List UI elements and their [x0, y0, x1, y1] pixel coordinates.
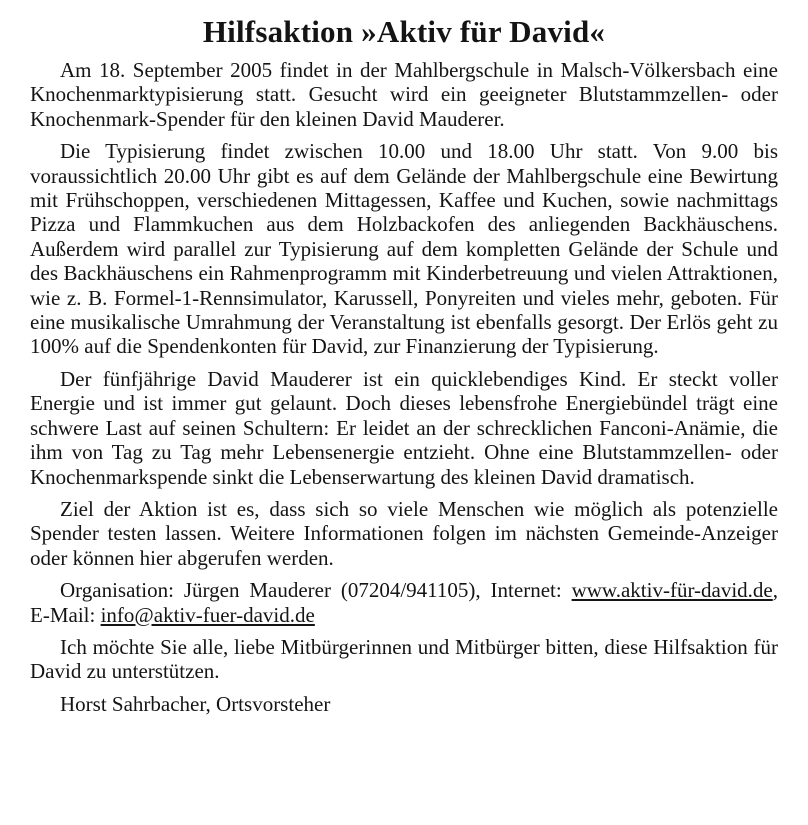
- organisation-prefix: Organisation: Jürgen Mauderer (07204/941105), Internet:: [60, 578, 572, 603]
- paragraph-david: Der fünfjährige David Mauderer ist ein quicklebendiges Kind. Er steckt voller Energie und ist immer gut gelaunt. Doch dieses lebensfrohe Energiebündel trägt eine schwere Last auf seinen Schultern: Er leidet an der schrecklichen Fanconi-Anämie, die ihm von Tag zu Tag mehr Lebensenergie entzieht. Ohne eine Blutstammzellen- oder Knochenmarkspende sinkt die Lebenserwartung des kleinen David dramatisch.: [30, 366, 778, 489]
- email-label: , E-Mail:: [30, 578, 778, 627]
- signature: Horst Sahrbacher, Ortsvorsteher: [60, 691, 331, 716]
- article-title: Hilfsaktion »Aktiv für David«: [202, 14, 606, 49]
- organisation-contact: [30, 578, 778, 627]
- paragraph-schedule: Die Typisierung findet zwischen 10.00 und 18.00 Uhr statt. Von 9.00 bis voraussichtlich 20.00 Uhr gibt es auf dem Gelände der Mahlbergschule eine Bewirtung mit Frühschoppen, verschiedenen Mittagessen, Kaffee und Kuchen, sowie nachmittags Pizza und Flammkuchen aus dem Holzbackofen des anliegenden Backhäuschens. Außerdem wird parallel zur Typisierung auf dem kompletten Gelände der Schule und des Backhäuschens ein Rahmenprogramm mit Kinderbetreuung und vielen Attraktionen, wie z. B. Formel-1-Rennsimulator, Karussell, Ponyreiten und vieles mehr, geboten. Für eine musikalische Umrahmung der Veranstaltung ist ebenfalls gesorgt. Der Erlös geht zu 100% auf die Spendenkonten für David, zur Finanzierung der Typisierung.: [30, 139, 778, 359]
- website-link[interactable]: www.aktiv-für-david.de: [571, 578, 773, 603]
- appeal-paragraph: Ich möchte Sie alle, liebe Mitbürgerinnen und Mitbürger bitten, diese Hilfsaktion für David zu unterstützen.: [30, 634, 778, 684]
- email-link[interactable]: info@aktiv-fuer-david.de: [100, 602, 315, 627]
- paragraph-intro: Am 18. September 2005 findet in der Mahlbergschule in Malsch-Völkersbach eine Knochenmarktypisierung statt. Gesucht wird ein geeigneter Blutstammzellen- oder Knochenmark-Spender für den kleinen David Mauderer.: [30, 58, 778, 131]
- paragraph-goal: Ziel der Aktion ist es, dass sich so viele Menschen wie möglich als potenzielle Spender testen lassen. Weitere Informationen folgen im nächsten Gemeinde-Anzeiger oder können hier abgerufen werden.: [30, 496, 778, 570]
